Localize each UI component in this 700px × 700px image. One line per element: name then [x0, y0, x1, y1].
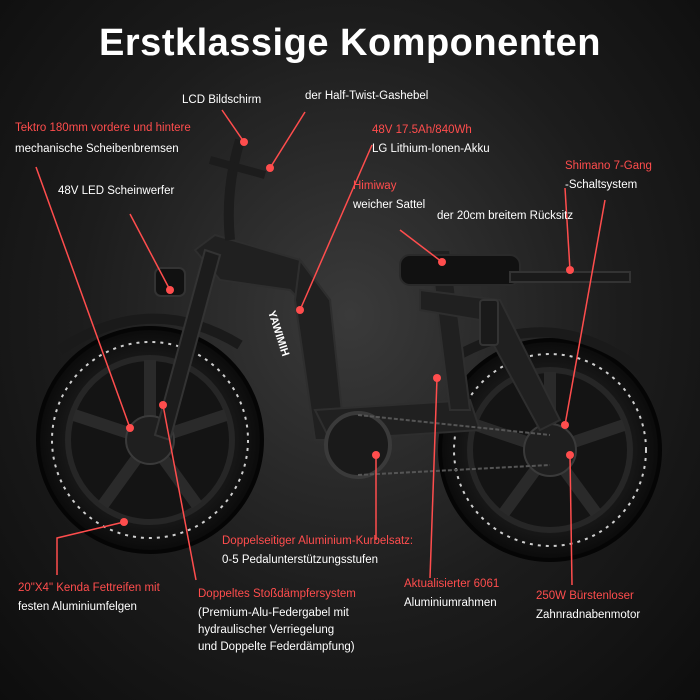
label-gashebel: der Half-Twist-Gashebel: [305, 90, 429, 102]
brand-logo: YAWIMIH: [265, 309, 292, 358]
label-bremsen-red: Tektro 180mm vordere und hintere: [15, 122, 191, 134]
label-akku: [372, 122, 490, 158]
label-schaltung-red: Shimano 7-Gang: [565, 160, 652, 172]
page-title: Erstklassige Komponenten: [99, 22, 601, 64]
label-reifen-white: festen Aluminiumfelgen: [18, 601, 137, 613]
label-kurbel: [222, 533, 413, 569]
label-bremsen-white: mechanische Scheibenbremsen: [15, 143, 179, 155]
rear-wheel: [440, 340, 660, 560]
label-daempfer-white-3: und Doppelte Federdämpfung): [198, 641, 355, 653]
crankset: [326, 413, 390, 477]
label-daempfer: [198, 586, 356, 656]
label-sattel-red: Himiway: [353, 180, 397, 192]
label-daempfer-red: Doppeltes Stoßdämpfersystem: [198, 588, 356, 600]
seat: [400, 255, 520, 285]
label-kurbel-red: Doppelseitiger Aluminium-Kurbelsatz:: [222, 535, 414, 547]
label-reifen: [18, 580, 160, 616]
label-motor-red: 250W Bürstenloser: [536, 590, 634, 602]
label-schaltung: [565, 158, 652, 194]
label-scheinwerfer: 48V LED Scheinwerfer: [58, 185, 175, 197]
label-daempfer-white-1: (Premium-Alu-Federgabel mit: [198, 607, 349, 619]
front-wheel: [38, 328, 262, 552]
label-motor: [536, 588, 640, 624]
label-lcd: LCD Bildschirm: [182, 94, 262, 106]
label-rahmen-white: Aluminiumrahmen: [404, 597, 497, 609]
label-motor-white: Zahnradnabenmotor: [536, 609, 641, 621]
label-reifen-red: 20"X4" Kenda Fettreifen mit: [18, 582, 160, 594]
label-ruecksitz: der 20cm breitem Rücksitz: [437, 210, 574, 222]
label-sattel: [353, 178, 425, 214]
label-bremsen: [15, 120, 191, 158]
label-rahmen: [404, 576, 499, 612]
label-kurbel-white: 0-5 Pedalunterstützungsstufen: [222, 554, 378, 566]
label-akku-white: LG Lithium-Ionen-Akku: [372, 143, 490, 155]
label-schaltung-white: -Schaltsystem: [565, 179, 638, 191]
label-daempfer-white-2: hydraulischer Verriegelung: [198, 624, 335, 636]
label-akku-red: 48V 17.5Ah/840Wh: [372, 124, 472, 136]
label-rahmen-red: Aktualisierter 6061: [404, 578, 500, 590]
label-sattel-white: weicher Sattel: [353, 199, 426, 211]
